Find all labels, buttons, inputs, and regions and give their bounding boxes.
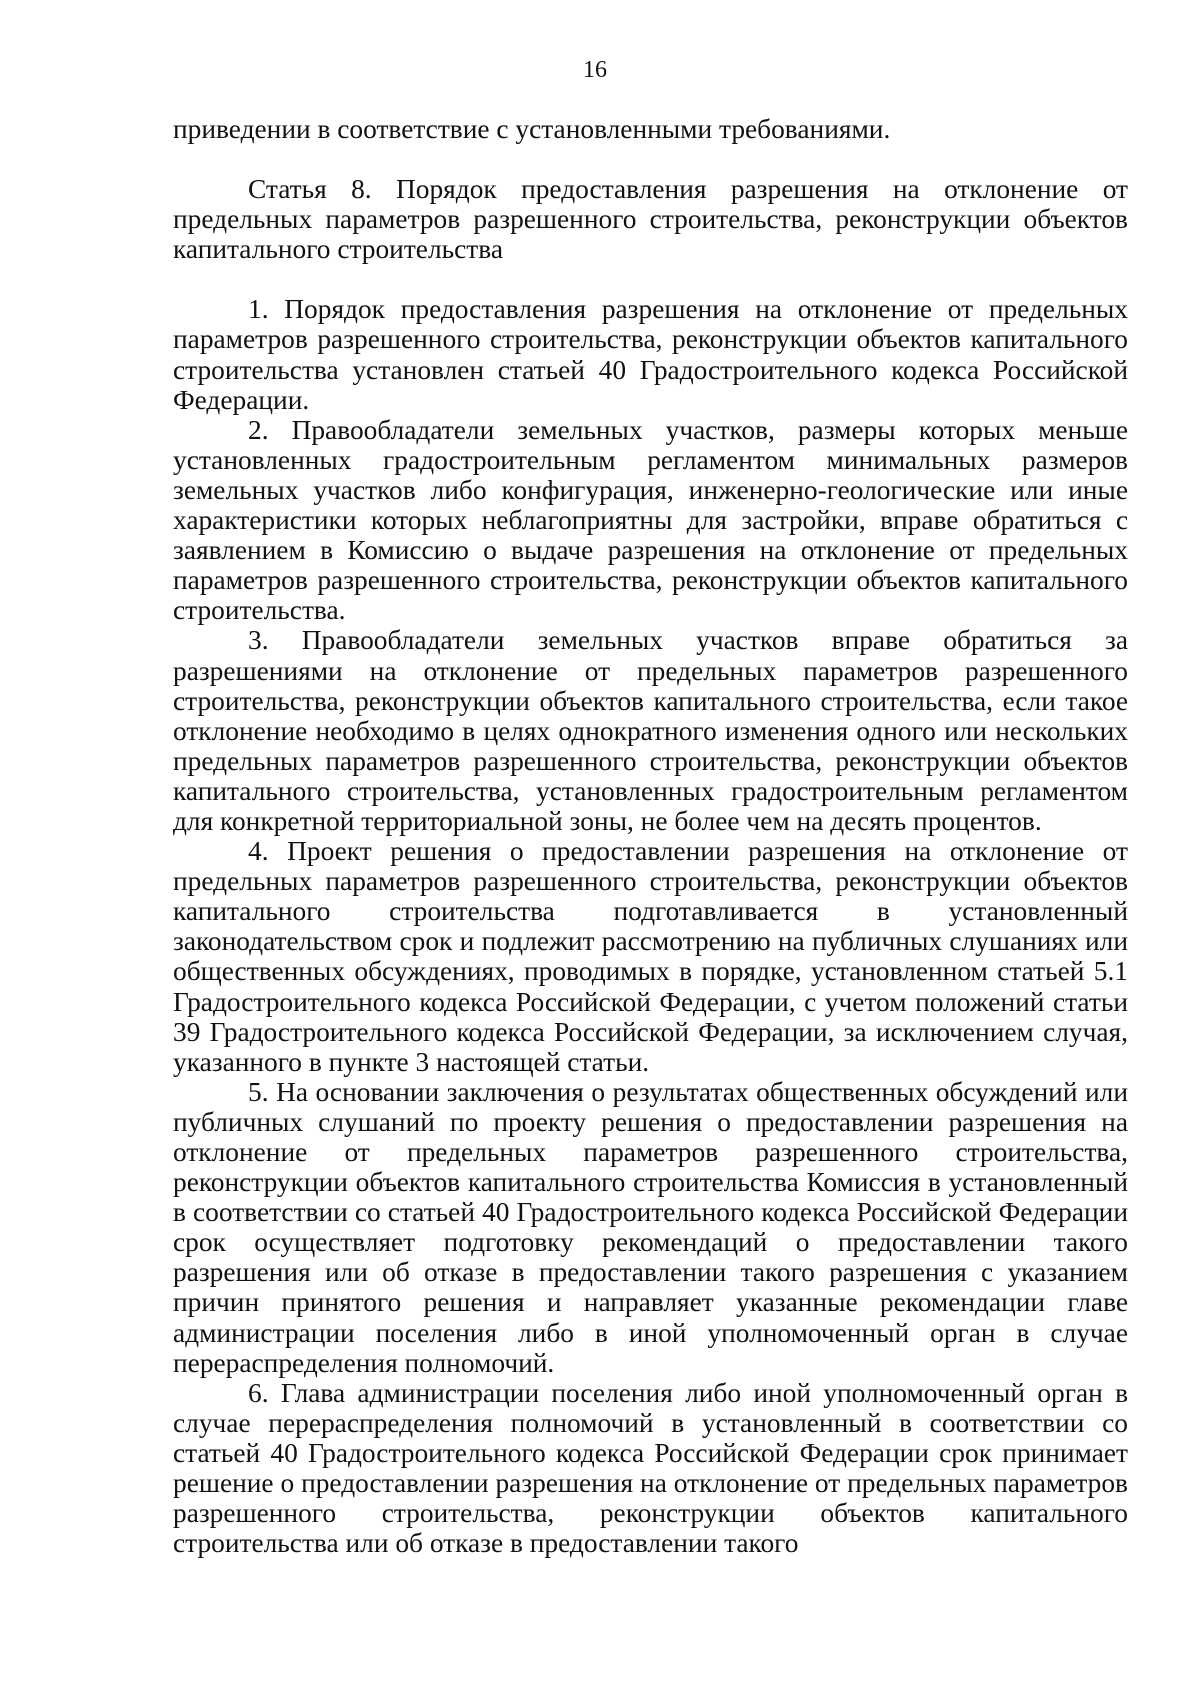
page-number: 16 [583, 57, 607, 83]
paragraph-6: 6. Глава администрации поселения либо иной уполномоченный орган в случае перераспределения полномочий в установленный в соответствии со статьей 40 Градостроительного кодекса Российской Федерации срок принимает решение о предоставлении разрешения на отклонение от предельных параметров разрешенного строительства, реконструкции объектов капитального строительства или об отказе в предоставлении такого [173, 1377, 1128, 1559]
paragraph-1: 1. Порядок предоставления разрешения на отклонение от предельных параметров разрешенного строительства, реконструкции объектов капитального строительства установлен статьей 40 Градостроительного кодекса Российской Федерации. [173, 294, 1128, 415]
paragraph-3: 3. Правообладатели земельных участков вправе обратиться за разрешениями на отклонение от предельных параметров разрешенного строительства, реконструкции объектов капитального строительства, если такое отклонение необходимо в целях однократного изменения одного или нескольких предельных параметров разрешенного строительства, реконструкции объектов капитального строительства, установленных градостроительным регламентом для конкретной территориальной зоны, не более чем на десять процентов. [173, 625, 1128, 836]
document-body [173, 114, 1128, 1558]
paragraph-4: 4. Проект решения о предоставлении разрешения на отклонение от предельных параметров разрешенного строительства, реконструкции объектов капитального строительства подготавливается в установленный законодательством срок и подлежит рассмотрению на публичных слушаниях или общественных обсуждениях, проводимых в порядке, установленном статьей 5.1 Градостроительного кодекса Российской Федерации, с учетом положений статьи 39 Градостроительного кодекса Российской Федерации, за исключением случая, указанного в пункте 3 настоящей статьи. [173, 836, 1128, 1077]
paragraph-5: 5. На основании заключения о результатах общественных обсуждений или публичных слушаний по проекту решения о предоставлении разрешения на отклонение от предельных параметров разрешенного строительства, реконструкции объектов капитального строительства Комиссия в установленный в соответствии со статьей 40 Градостроительного кодекса Российской Федерации срок осуществляет подготовку рекомендаций о предоставлении такого разрешения или об отказе в предоставлении такого разрешения с указанием причин принятого решения и направляет указанные рекомендации главе администрации поселения либо в иной уполномоченный орган в случае перераспределения полномочий. [173, 1076, 1128, 1378]
article-heading: Статья 8. Порядок предоставления разрешения на отклонение от предельных параметров разрешенного строительства, реконструкции объектов капитального строительства [173, 174, 1128, 265]
article-paragraphs [173, 294, 1128, 1558]
continuation-text: приведении в соответствие с установленными требованиями. [173, 114, 891, 144]
paragraph-2: 2. Правообладатели земельных участков, размеры которых меньше установленных градостроительным регламентом минимальных размеров земельных участков либо конфигурация, инженерно-геологические или иные характеристики которых неблагоприятны для застройки, вправе обратиться с заявлением в Комиссию о выдаче разрешения на отклонение от предельных параметров разрешенного строительства, реконструкции объектов капитального строительства. [173, 414, 1128, 626]
